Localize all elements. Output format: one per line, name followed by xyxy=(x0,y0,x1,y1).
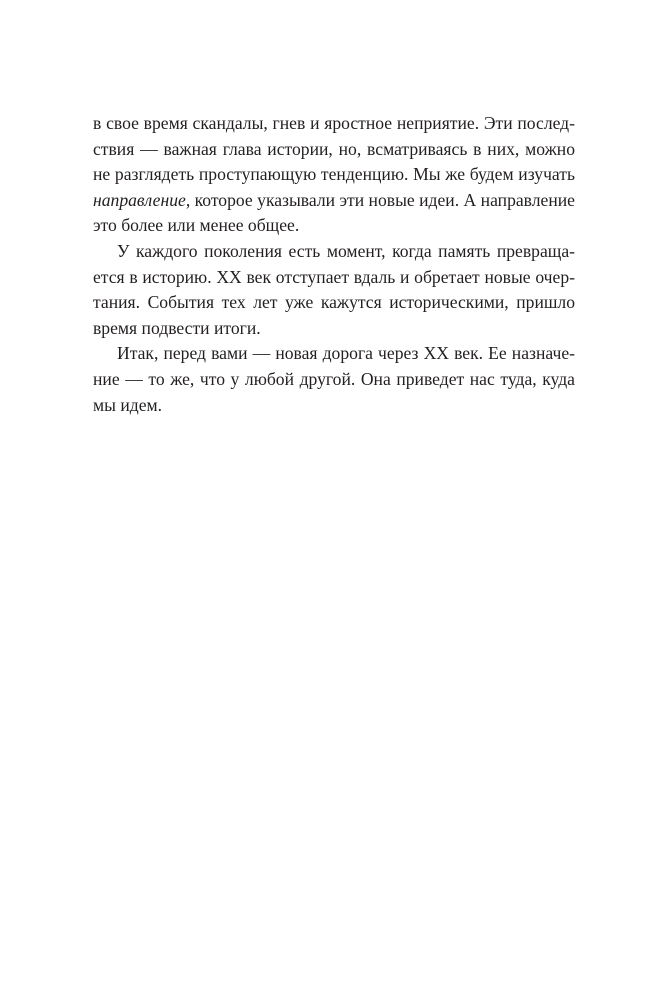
body-text xyxy=(93,111,575,418)
text-line: У каждого поколения есть момент, когда память превраща- xyxy=(117,240,575,261)
text-line: время подвести итоги. xyxy=(93,317,261,338)
text-line: Итак, перед вами — новая дорога через XX век. Ее назначе- xyxy=(117,343,575,364)
emphasized-word: направление xyxy=(93,189,186,210)
text-line: это более или менее общее. xyxy=(93,215,300,236)
text-line: ется в историю. XX век отступает вдаль и обретает новые очер- xyxy=(93,266,575,287)
text-line: ние — то же, что у любой другой. Она приведет нас туда, куда xyxy=(93,368,575,389)
text-line: в свое время скандалы, гнев и яростное неприятие. Эти послед- xyxy=(93,113,575,133)
text-line xyxy=(93,188,575,214)
text-fragment: , которое указывали эти новые идеи. А направление xyxy=(185,189,575,210)
text-line: не разглядеть проступающую тенденцию. Мы же будем изучать xyxy=(93,164,575,185)
text-line: тания. События тех лет уже кажутся историческими, пришло xyxy=(93,292,575,313)
text-line: ствия — важная глава истории, но, всматриваясь в них, можно xyxy=(93,138,575,159)
text-line: мы идем. xyxy=(93,394,163,415)
